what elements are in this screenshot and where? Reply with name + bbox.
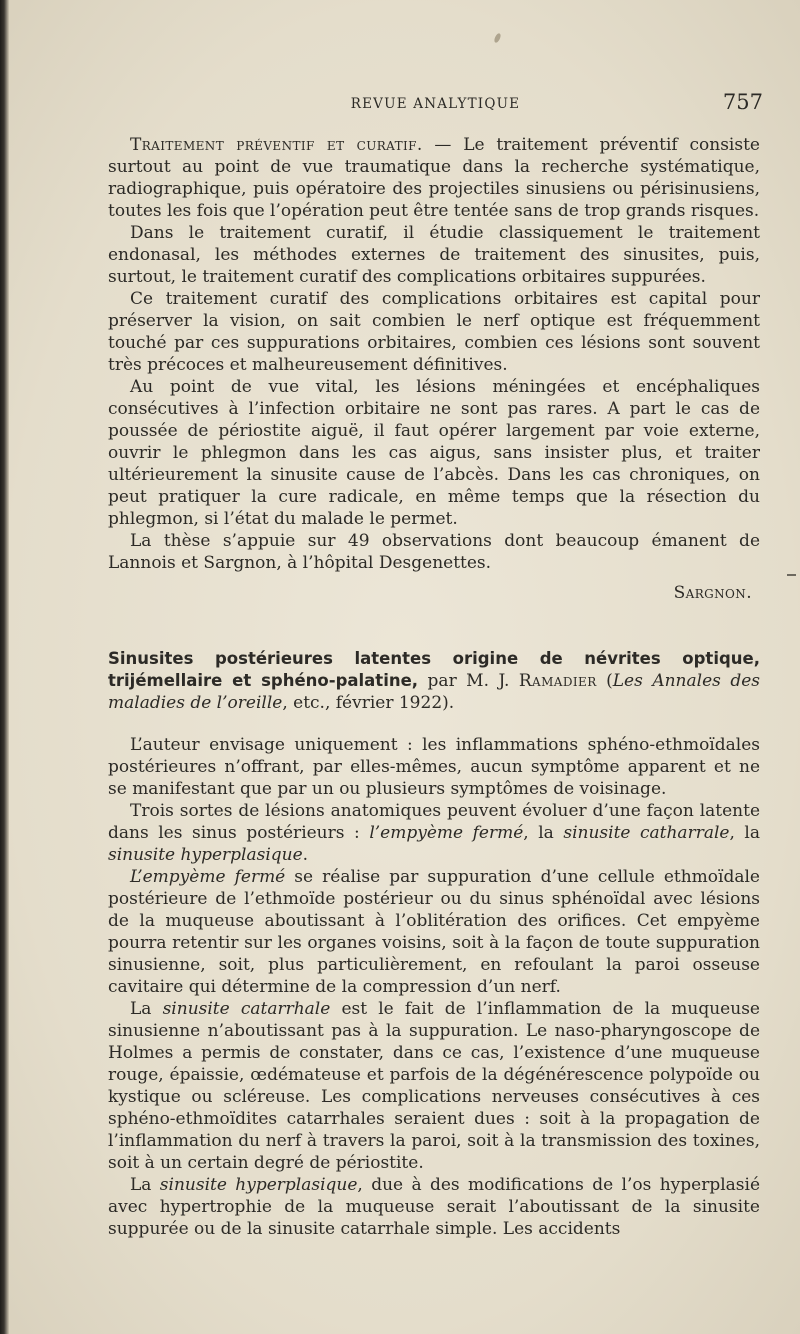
section-lead-caps: Traitement préventif et curatif.	[130, 135, 423, 155]
article-body	[108, 734, 760, 1240]
paragraph: Au point de vue vital, les lésions méningées et encéphaliques consécutives à l’infection orbitaire ne sont pas rares. A part le cas de poussée de périostite aiguë, il faut opérer largement par voie externe, ouvrir le phlegmon dans les cas aigus, sans insister plus, et traiter ultérieurement la sinusite cause de l’abcès. Dans les cas chroniques, on peut pratiquer la cure radicale, en même temps que la résection du phlegmon, si l’état du malade le permet.	[108, 377, 760, 529]
page-header	[108, 92, 763, 116]
paragraph: L’empyème fermé se réalise par suppuration d’une cellule ethmoïdale postérieure de l’ethmoïde postérieur ou du sinus sphénoïdal avec lésions de la muqueuse aboutissant à l’oblitération des orifices. Cet empyème pourra retentir sur les organes voisins, soit à la façon de toute suppuration sinusienne, soit, plus particulièrement, en refoulant la paroi osseuse cavitaire qui détermine de la compression d’un nerf.	[108, 867, 760, 997]
running-head: REVUE ANALYTIQUE	[350, 96, 521, 112]
paper-stain	[493, 32, 502, 43]
paragraph: Ce traitement curatif des complications orbitaires est capital pour préserver la vision, on sait combien le nerf optique est fréquemment touché par ces suppurations orbitaires, combien ces lésions sont souvent très précoces et malheureusement définitives.	[108, 289, 760, 375]
paragraph: Traitement préventif et curatif. — Le traitement préventif consiste surtout au point de vue traumatique dans la recherche systématique, radiographique, puis opératoire des projectiles sinusiens ou périsinusiens, toutes les fois que l’opération peut être tentée sans de trop grands risques.	[108, 135, 760, 221]
paragraph: La sinusite catarrhale est le fait de l’inflammation de la muqueuse sinusienne n’aboutissant pas à la suppuration. Le naso-pharyngoscope de Holmes a permis de constater, dans ce cas, l’existence d’une muqueuse rouge, épaissie, œdémateuse et parfois de la dégénérescence polypoïde ou kystique ou scléreuse. Les complications nerveuses consécutives à ces sphéno-ethmoïdites catarrhales seraient dues : soit à la propagation de l’inflammation du nerf à travers la paroi, soit à la transmission des toxines, soit à un certain degré de périostite.	[108, 999, 760, 1173]
paragraph: Dans le traitement curatif, il étudie classiquement le traitement endonasal, les méthodes externes de traitement des sinusites, puis, surtout, le traitement curatif des complications orbitaires suppurées.	[108, 223, 760, 287]
paragraph: L’auteur envisage uniquement : les inflammations sphéno-ethmoïdales postérieures n’offrant, par elles-mêmes, aucun symptôme apparent et ne se manifestant que par un ou plusieurs symptômes de voisinage.	[108, 735, 760, 799]
article-author: Ramadier	[518, 671, 597, 691]
paragraph: La thèse s’appuie sur 49 observations dont beaucoup émanent de Lannois et Sargnon, à l’hôpital Desgenettes.	[108, 531, 760, 573]
reviewer-signature: Sargnon.	[673, 583, 752, 603]
page-body	[108, 134, 760, 1240]
binding-edge-shadow	[0, 0, 9, 1334]
page-number: 757	[722, 90, 763, 114]
margin-mark	[787, 574, 796, 576]
section-treatment	[108, 134, 760, 604]
paragraph: La sinusite hyperplasique, due à des modifications de l’os hyperplasié avec hypertrophie de la muqueuse serait l’aboutissant de la sinusite suppurée ou de la sinusite catarrhale simple. Les accidents	[108, 1175, 761, 1239]
article-title: Sinusites postérieures latentes origine de névrites optique, trijémellaire et sphéno-palatine,	[108, 649, 760, 690]
article-heading: Sinusites postérieures latentes origine de névrites optique, trijémellaire et sphéno-palatine, par M. J. Ramadier (Les Annales des maladies de l’oreille, etc., février 1922).	[108, 649, 761, 713]
journal-name: Les Annales des maladies de l’oreille	[108, 671, 761, 713]
paragraph: Trois sortes de lésions anatomiques peuvent évoluer d’une façon latente dans les sinus postérieurs : l’empyème fermé, la sinusite catharrale, la sinusite hyperplasique.	[108, 801, 760, 865]
